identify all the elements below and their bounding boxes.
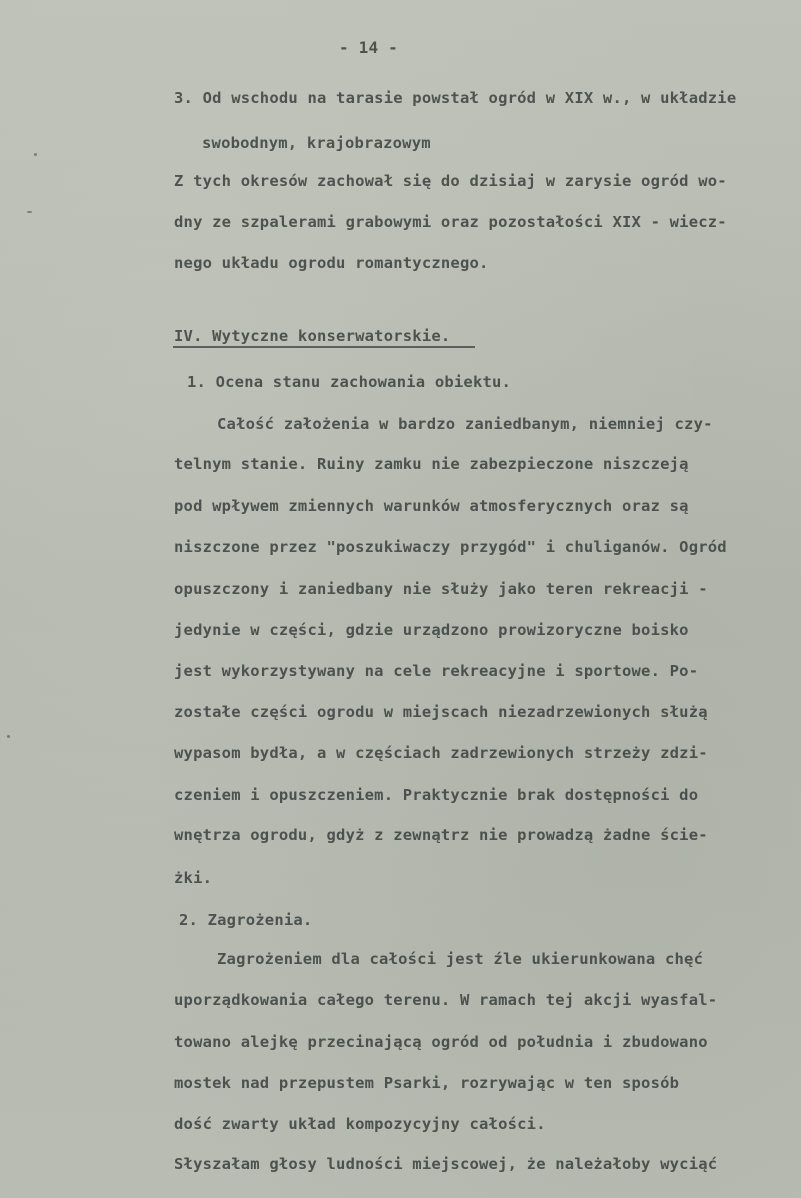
text-line: uporządkowania całego terenu. W ramach tej akcji wyasfal- — [174, 991, 718, 1009]
text-line: zostałe części ogrodu w miejscach niezadrzewionych służą — [174, 703, 708, 721]
text-line: dość zwarty układ kompozycyjny całości. — [174, 1115, 546, 1133]
text-line: Zagrożeniem dla całości jest źle ukierunkowana chęć — [217, 950, 704, 968]
text-line: Z tych okresów zachował się do dzisiaj w zarysie ogród wo- — [174, 172, 727, 190]
text-line: Słyszałam głosy ludności miejscowej, że należałoby wyciąć — [174, 1155, 718, 1173]
text-line: pod wpływem zmiennych warunków atmosferycznych oraz są — [174, 497, 689, 515]
text-line: Całość założenia w bardzo zaniedbanym, niemniej czy- — [217, 415, 713, 433]
text-line: wypasom bydła, a w częściach zadrzewionych strzeży zdzi- — [174, 744, 708, 762]
text-line: mostek nad przepustem Psarki, rozrywając w ten sposób — [174, 1074, 680, 1092]
text-line: swobodnym, krajobrazowym — [202, 134, 431, 152]
paper-mark — [7, 735, 10, 738]
text-line: nego układu ogrodu romantycznego. — [174, 254, 489, 272]
subsection-heading: 2. Zagrożenia. — [179, 911, 313, 929]
text-line: niszczone przez "poszukiwaczy przygód" i chuliganów. Ogród — [174, 538, 727, 556]
text-line: opuszczony i zaniedbany nie służy jako teren rekreacji - — [174, 580, 708, 598]
text-line: czeniem i opuszczeniem. Praktycznie brak dostępności do — [174, 786, 699, 804]
text-line: 3. Od wschodu na tarasie powstał ogród w XIX w., w układzie — [174, 89, 737, 107]
text-line: telnym stanie. Ruiny zamku nie zabezpieczone niszczeją — [174, 455, 689, 473]
text-line: żki. — [174, 869, 213, 887]
subsection-heading: 1. Ocena stanu zachowania obiektu. — [187, 373, 512, 391]
text-line: dny ze szpalerami grabowymi oraz pozostałości XIX - wiecz- — [174, 213, 727, 231]
paper-mark — [27, 211, 32, 213]
section-heading: IV. Wytyczne konserwatorskie. — [174, 327, 451, 345]
text-line: wnętrza ogrodu, gdyż z zewnątrz nie prowadzą żadne ście- — [174, 826, 708, 844]
text-line: jedynie w części, gdzie urządzono prowizoryczne boisko — [174, 621, 689, 639]
text-line: towano alejkę przecinającą ogród od południa i zbudowano — [174, 1033, 708, 1051]
text-line: jest wykorzystywany na cele rekreacyjne i sportowe. Po- — [174, 662, 699, 680]
paper-mark — [34, 153, 37, 156]
heading-underline — [173, 346, 475, 348]
page-number: - 14 - — [339, 38, 398, 57]
